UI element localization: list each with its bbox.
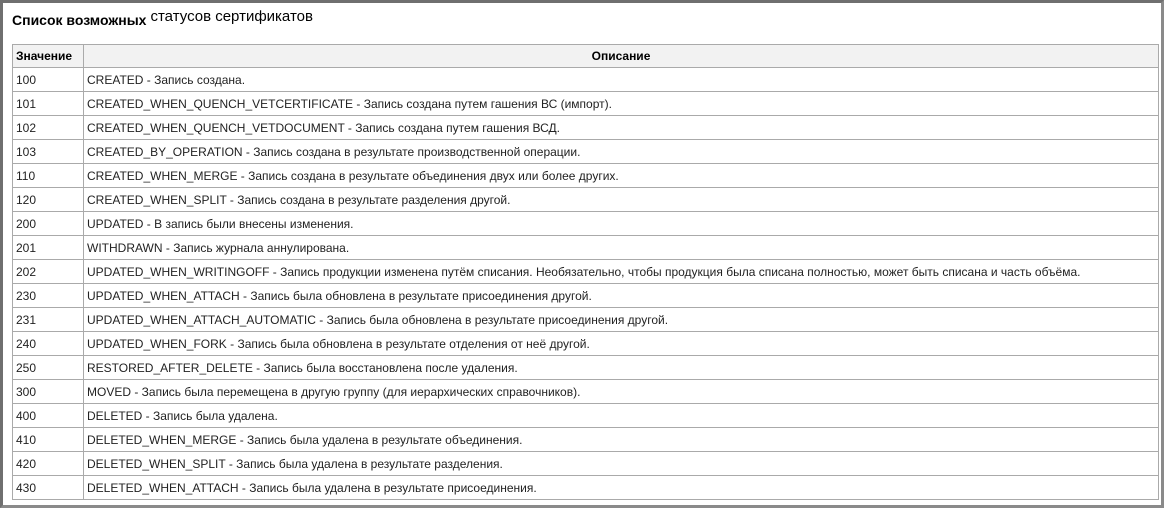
status-value-cell: 300 [13,380,84,404]
status-description-cell: DELETED - Запись была удалена. [84,404,1159,428]
status-value-cell: 201 [13,236,84,260]
status-description-cell: WITHDRAWN - Запись журнала аннулирована. [84,236,1159,260]
page-title [12,8,313,29]
status-value-cell: 240 [13,332,84,356]
status-description-cell: MOVED - Запись была перемещена в другую группу (для иерархических справочников). [84,380,1159,404]
page-title-part1: Список возможных [12,12,147,28]
status-description-cell: UPDATED - В запись были внесены изменения. [84,212,1159,236]
status-value-cell: 103 [13,140,84,164]
table-row [13,356,1159,380]
status-description-cell: UPDATED_WHEN_FORK - Запись была обновлена в результате отделения от неё другой. [84,332,1159,356]
page-title-part2: статусов сертификатов [150,8,313,25]
table-row [13,116,1159,140]
status-description-cell: DELETED_WHEN_MERGE - Запись была удалена в результате объединения. [84,428,1159,452]
table-body [13,68,1159,500]
status-description-cell: DELETED_WHEN_ATTACH - Запись была удалена в результате присоединения. [84,476,1159,500]
status-value-cell: 110 [13,164,84,188]
status-table [12,44,1159,500]
status-value-cell: 231 [13,308,84,332]
table-header-row [13,45,1159,68]
table-row [13,212,1159,236]
table-row [13,380,1159,404]
column-header-value: Значение [13,45,84,68]
status-description-cell: CREATED - Запись создана. [84,68,1159,92]
status-value-cell: 430 [13,476,84,500]
table-row [13,404,1159,428]
status-value-cell: 101 [13,92,84,116]
status-value-cell: 230 [13,284,84,308]
status-description-cell: CREATED_BY_OPERATION - Запись создана в результате производственной операции. [84,140,1159,164]
status-description-cell: UPDATED_WHEN_WRITINGOFF - Запись продукции изменена путём списания. Необязательно, чтобы продукция была списана полностью, может быть списана и часть объёма. [84,260,1159,284]
status-description-cell: CREATED_WHEN_MERGE - Запись создана в результате объединения двух или более других. [84,164,1159,188]
status-value-cell: 120 [13,188,84,212]
status-value-cell: 202 [13,260,84,284]
table-row [13,452,1159,476]
table-row [13,260,1159,284]
table-row [13,332,1159,356]
status-description-cell: DELETED_WHEN_SPLIT - Запись была удалена в результате разделения. [84,452,1159,476]
status-value-cell: 102 [13,116,84,140]
table-row [13,284,1159,308]
status-table-container [12,44,1158,500]
table-row [13,188,1159,212]
table-row [13,428,1159,452]
status-value-cell: 410 [13,428,84,452]
status-value-cell: 420 [13,452,84,476]
status-value-cell: 400 [13,404,84,428]
table-row [13,236,1159,260]
status-value-cell: 100 [13,68,84,92]
status-description-cell: RESTORED_AFTER_DELETE - Запись была восстановлена после удаления. [84,356,1159,380]
table-row [13,308,1159,332]
status-description-cell: CREATED_WHEN_QUENCH_VETDOCUMENT - Запись создана путем гашения ВСД. [84,116,1159,140]
table-row [13,140,1159,164]
table-row [13,92,1159,116]
table-row [13,476,1159,500]
table-row [13,164,1159,188]
status-description-cell: UPDATED_WHEN_ATTACH_AUTOMATIC - Запись была обновлена в результате присоединения другой. [84,308,1159,332]
status-description-cell: CREATED_WHEN_QUENCH_VETCERTIFICATE - Запись создана путем гашения ВС (импорт). [84,92,1159,116]
status-value-cell: 200 [13,212,84,236]
status-value-cell: 250 [13,356,84,380]
status-description-cell: UPDATED_WHEN_ATTACH - Запись была обновлена в результате присоединения другой. [84,284,1159,308]
column-header-description: Описание [84,45,1159,68]
table-row [13,68,1159,92]
status-description-cell: CREATED_WHEN_SPLIT - Запись создана в результате разделения другой. [84,188,1159,212]
